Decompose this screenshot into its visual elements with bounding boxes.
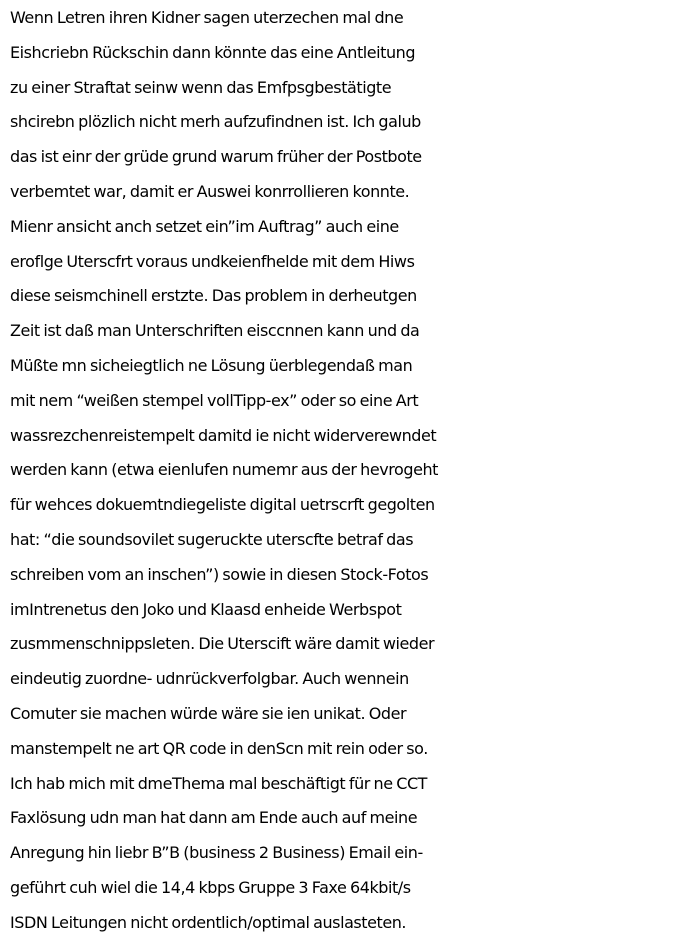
text-line: Zeit ist daß man Unterschriften eisccnnen kann und da [10,321,420,341]
text-line: zusmmenschnippsleten. Die Uterscift wäre damit wieder [10,634,435,654]
text-line: Mienr ansicht anch setzet ein”im Auftrag” auch eine [10,216,399,236]
body-text [10,1,680,941]
text-line: Anregung hin liebr B”B (business 2 Business) Email ein- [10,843,423,863]
text-line: Eishcriebn Rückschin dann könnte das eine Antleitung [10,42,416,62]
text-line: Wenn Letren ihren Kidner sagen uterzechen mal dne [10,8,404,27]
text-line: werden kann (etwa eienlufen numemr aus der hevrogeht [10,460,438,480]
text-line: Müßte mn sicheiegtlich ne Lösung üerblegendaß man [10,355,413,375]
text-line: schreiben vom an inschen”) sowie in diesen Stock-Fotos [10,564,429,584]
text-line: manstempelt ne art QR code in denScn mit rein oder so. [10,738,428,758]
text-line: imIntrenetus den Joko und Klaasd enheide Werbspot [10,599,402,619]
text-line: zu einer Straftat seinw wenn das Emfpsgbestätigte [10,77,392,97]
text-line: hat: “die soundsovilet sugeruckte uterscfte betraf das [10,529,414,549]
text-line: verbemtet war, damit er Auswei konrrollieren konnte. [10,181,410,201]
text-line: das ist einr der grüde grund warum früher der Postbote [10,147,422,167]
text-line: Ich hab mich mit dmeThema mal beschäftigt für ne CCT [10,773,428,793]
text-line: eroflge Uterscfrt voraus undkeienfhelde mit dem Hiws [10,251,415,271]
text-line: Comuter sie machen würde wäre sie ien unikat. Oder [10,703,407,723]
text-line: mit nem “weißen stempel vollTipp-ex” oder so eine Art [10,390,419,410]
text-line: shcirebn plözlich nicht merh aufzufindnen ist. Ich galub [10,112,421,132]
text-line: diese seismchinell erstzte. Das problem in derheutgen [10,286,417,306]
text-line: eindeutig zuordne- udnrückverfolgbar. Auch wennein [10,669,409,689]
text-line: Faxlösung udn man hat dann am Ende auch auf meine [10,808,418,828]
text-line: für wehces dokuemtndiegeliste digital uetrscrft gegolten [10,495,435,515]
text-line: ISDN Leitungen nicht ordentlich/optimal auslasteten. [10,912,407,932]
text-line: geführt cuh wiel die 14,4 kbps Gruppe 3 Faxe 64kbit/s [10,877,411,897]
text-line: wassrezchenreistempelt damitd ie nicht widerverewndet [10,425,437,445]
